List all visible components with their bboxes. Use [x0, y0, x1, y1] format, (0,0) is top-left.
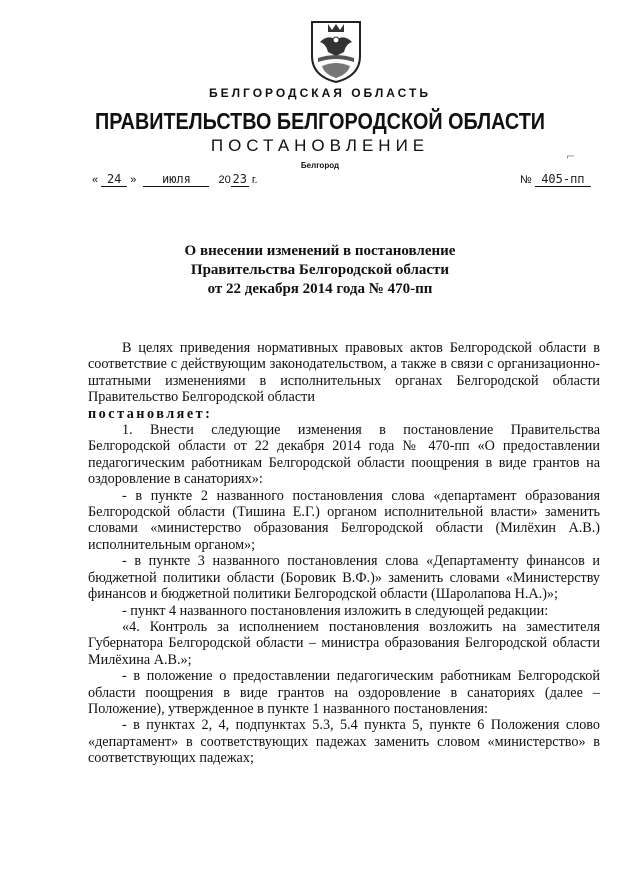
- paragraph-7: - в пунктах 2, 4, подпунктах 5.3, 5.4 пункта 5, пункте 6 Положения слово «департамент» в соответствующих падежах заменить словом «министерство» в соответствующих падежах;: [88, 717, 600, 767]
- corner-mark-icon: ⌐: [566, 150, 576, 163]
- doc-number: 405-пп: [535, 172, 591, 187]
- region-name: БЕЛГОРОДСКАЯ ОБЛАСТЬ: [209, 86, 431, 100]
- title-line-2: Правительства Белгородской области: [190, 262, 450, 278]
- document-body: [88, 340, 600, 767]
- date-year-abbr: г.: [251, 174, 258, 186]
- paragraph-2: - в пункте 2 названного постановления слова «департамент образования Белгородской области (Тишина Е.Г.) органом исполнительной власти» заменить словами «министерство образования Белгородской области (Милёхин А.В.) исполнительным органом»;: [88, 487, 600, 553]
- doc-number-field: [520, 172, 591, 187]
- document-title: [0, 242, 640, 299]
- resolves-word: постановляет:: [88, 405, 213, 422]
- date-day: 24: [101, 172, 127, 187]
- intro-paragraph: В целях приведения нормативных правовых актов Белгородской области в соответствие с действующим законодательством, а также в связи с организационно-штатными изменениями в исполнительных органах Белгородской области Правительство Белгородской области: [88, 340, 600, 406]
- paragraph-6: - в положение о предоставлении педагогическим работникам Белгородской области поощрения в виде грантов на оздоровление в санаториях (далее – Положение), утвержденное в пункте 1 названного постановления:: [88, 668, 600, 717]
- city-name: Белгород: [300, 161, 340, 170]
- doc-number-prefix: №: [520, 174, 532, 186]
- resolves-line: [88, 406, 600, 422]
- paragraph-5: «4. Контроль за исполнением постановления возложить на заместителя Губернатора Белгородской области – министра образования Белгородской области Милёхина А.В.»;: [88, 618, 600, 668]
- title-line-1: О внесении изменений в постановление: [184, 243, 456, 259]
- government-name: ПРАВИТЕЛЬСТВО БЕЛГОРОДСКОЙ ОБЛАСТИ: [95, 108, 545, 134]
- date-open-quote: «: [92, 174, 99, 186]
- title-line-3: от 22 декабря 2014 года № 470-пп: [207, 281, 433, 297]
- date-close-quote: »: [130, 174, 137, 186]
- date-year: 23: [232, 172, 247, 186]
- date-field: [92, 172, 258, 187]
- coat-of-arms-emblem: [308, 18, 364, 84]
- document-type: ПОСТАНОВЛЕНИЕ: [210, 136, 430, 155]
- date-month: июля: [143, 172, 209, 187]
- date-year-prefix: 20: [218, 174, 231, 186]
- paragraph-3: - в пункте 3 названного постановления слова «Департаменту финансов и бюджетной политики области (Боровик В.Ф.)» заменить словами «Министерству финансов и бюджетной политики Белгородской области (Шаролапова Н.А.)»;: [88, 553, 600, 603]
- paragraph-1: 1. Внести следующие изменения в постановление Правительства Белгородской области от 22 декабря 2014 года № 470-пп «О предоставлении педагогическим работникам Белгородской области поощрения в виде грантов на оздоровление в санаториях»:: [88, 422, 600, 488]
- paragraph-4: - пункт 4 названного постановления изложить в следующей редакции:: [122, 602, 549, 619]
